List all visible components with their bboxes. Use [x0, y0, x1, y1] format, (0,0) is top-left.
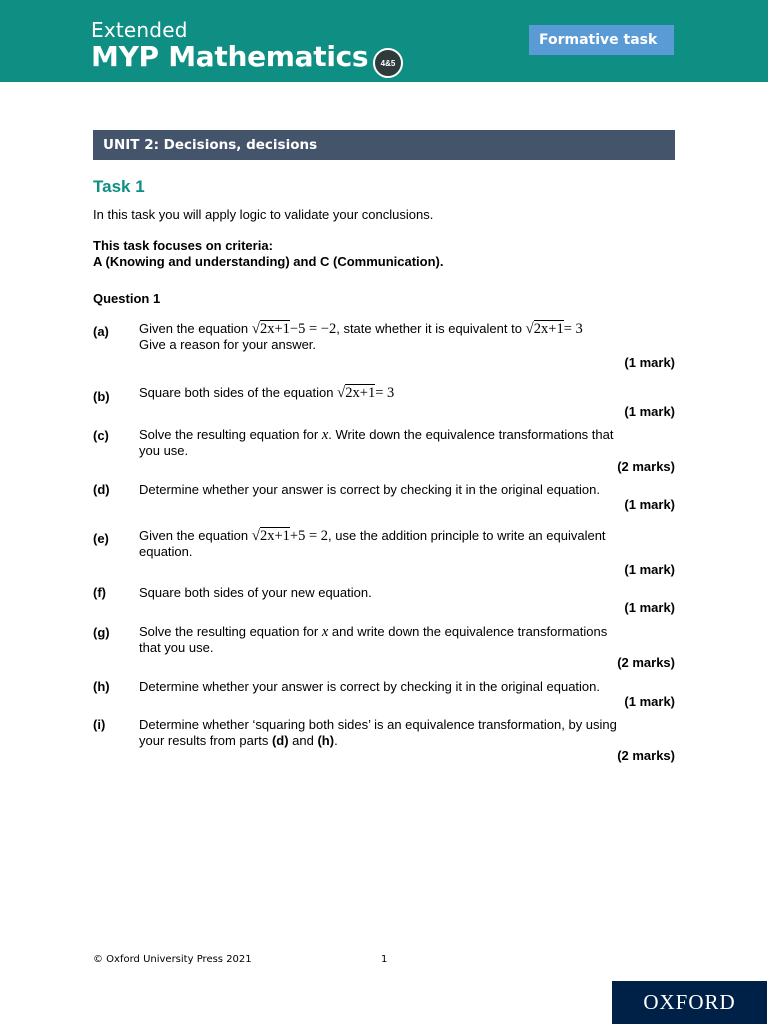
part-b-label: (b): [93, 389, 110, 404]
part-a-text: Given the equation √2x+1−5 = −2, state whether it is equivalent to √2x+1= 3 Give a reason for your answer.: [139, 321, 583, 352]
part-h-label: (h): [93, 679, 110, 694]
part-a-label: (a): [93, 324, 109, 339]
sqrt-symbol: √: [251, 321, 260, 337]
part-c-text: Solve the resulting equation for x. Write down the equivalence transformations that you use.: [139, 427, 614, 458]
part-b-mark: (1 mark): [624, 404, 675, 419]
criteria-line2: A (Knowing and understanding) and C (Communication).: [93, 254, 444, 269]
part-g-label: (g): [93, 625, 110, 640]
part-f-text: Square both sides of your new equation.: [139, 585, 372, 600]
part-h-text: Determine whether your answer is correct by checking it in the original equation.: [139, 679, 601, 694]
brand-title-line1: Extended: [91, 18, 188, 42]
part-d-text: Determine whether your answer is correct by checking it in the original equation.: [139, 482, 601, 497]
part-e-label: (e): [93, 531, 109, 546]
part-g-mark: (2 marks): [617, 655, 675, 670]
part-g-text: Solve the resulting equation for x and write down the equivalence transformations that you use.: [139, 624, 608, 655]
part-i-text: Determine whether ‘squaring both sides’ is an equivalence transformation, by using your results from parts (d) and (h).: [139, 717, 617, 748]
task-title: Task 1: [93, 177, 145, 196]
part-f-mark: (1 mark): [624, 600, 675, 615]
page-number: 1: [381, 954, 388, 965]
formative-task-label: Formative task: [529, 25, 674, 55]
criteria-line1: This task focuses on criteria:: [93, 238, 273, 253]
part-e-mark: (1 mark): [624, 562, 675, 577]
part-f-label: (f): [93, 585, 106, 600]
question-label: Question 1: [93, 291, 161, 306]
part-d-mark: (1 mark): [624, 497, 675, 512]
part-d-label: (d): [93, 482, 110, 497]
task-intro: In this task you will apply logic to validate your conclusions.: [93, 207, 434, 222]
part-c-mark: (2 marks): [617, 459, 675, 474]
part-c-label: (c): [93, 428, 109, 443]
part-b-text: Square both sides of the equation √2x+1= 3: [139, 385, 395, 401]
part-a-mark: (1 mark): [624, 355, 675, 370]
level-badge: 4&5: [373, 48, 403, 78]
oxford-logo: OXFORD: [612, 981, 767, 1024]
part-i-mark: (2 marks): [617, 748, 675, 763]
header-banner: [0, 0, 768, 82]
part-i-label: (i): [93, 717, 106, 732]
part-h-mark: (1 mark): [624, 694, 675, 709]
brand-title-line2: MYP Mathematics: [91, 40, 369, 73]
footer-copyright: © Oxford University Press 2021: [93, 954, 252, 965]
unit-title-bar: UNIT 2: Decisions, decisions: [93, 130, 675, 160]
part-e-text: Given the equation √2x+1+5 = 2, use the addition principle to write an equivalent equation.: [139, 528, 606, 559]
